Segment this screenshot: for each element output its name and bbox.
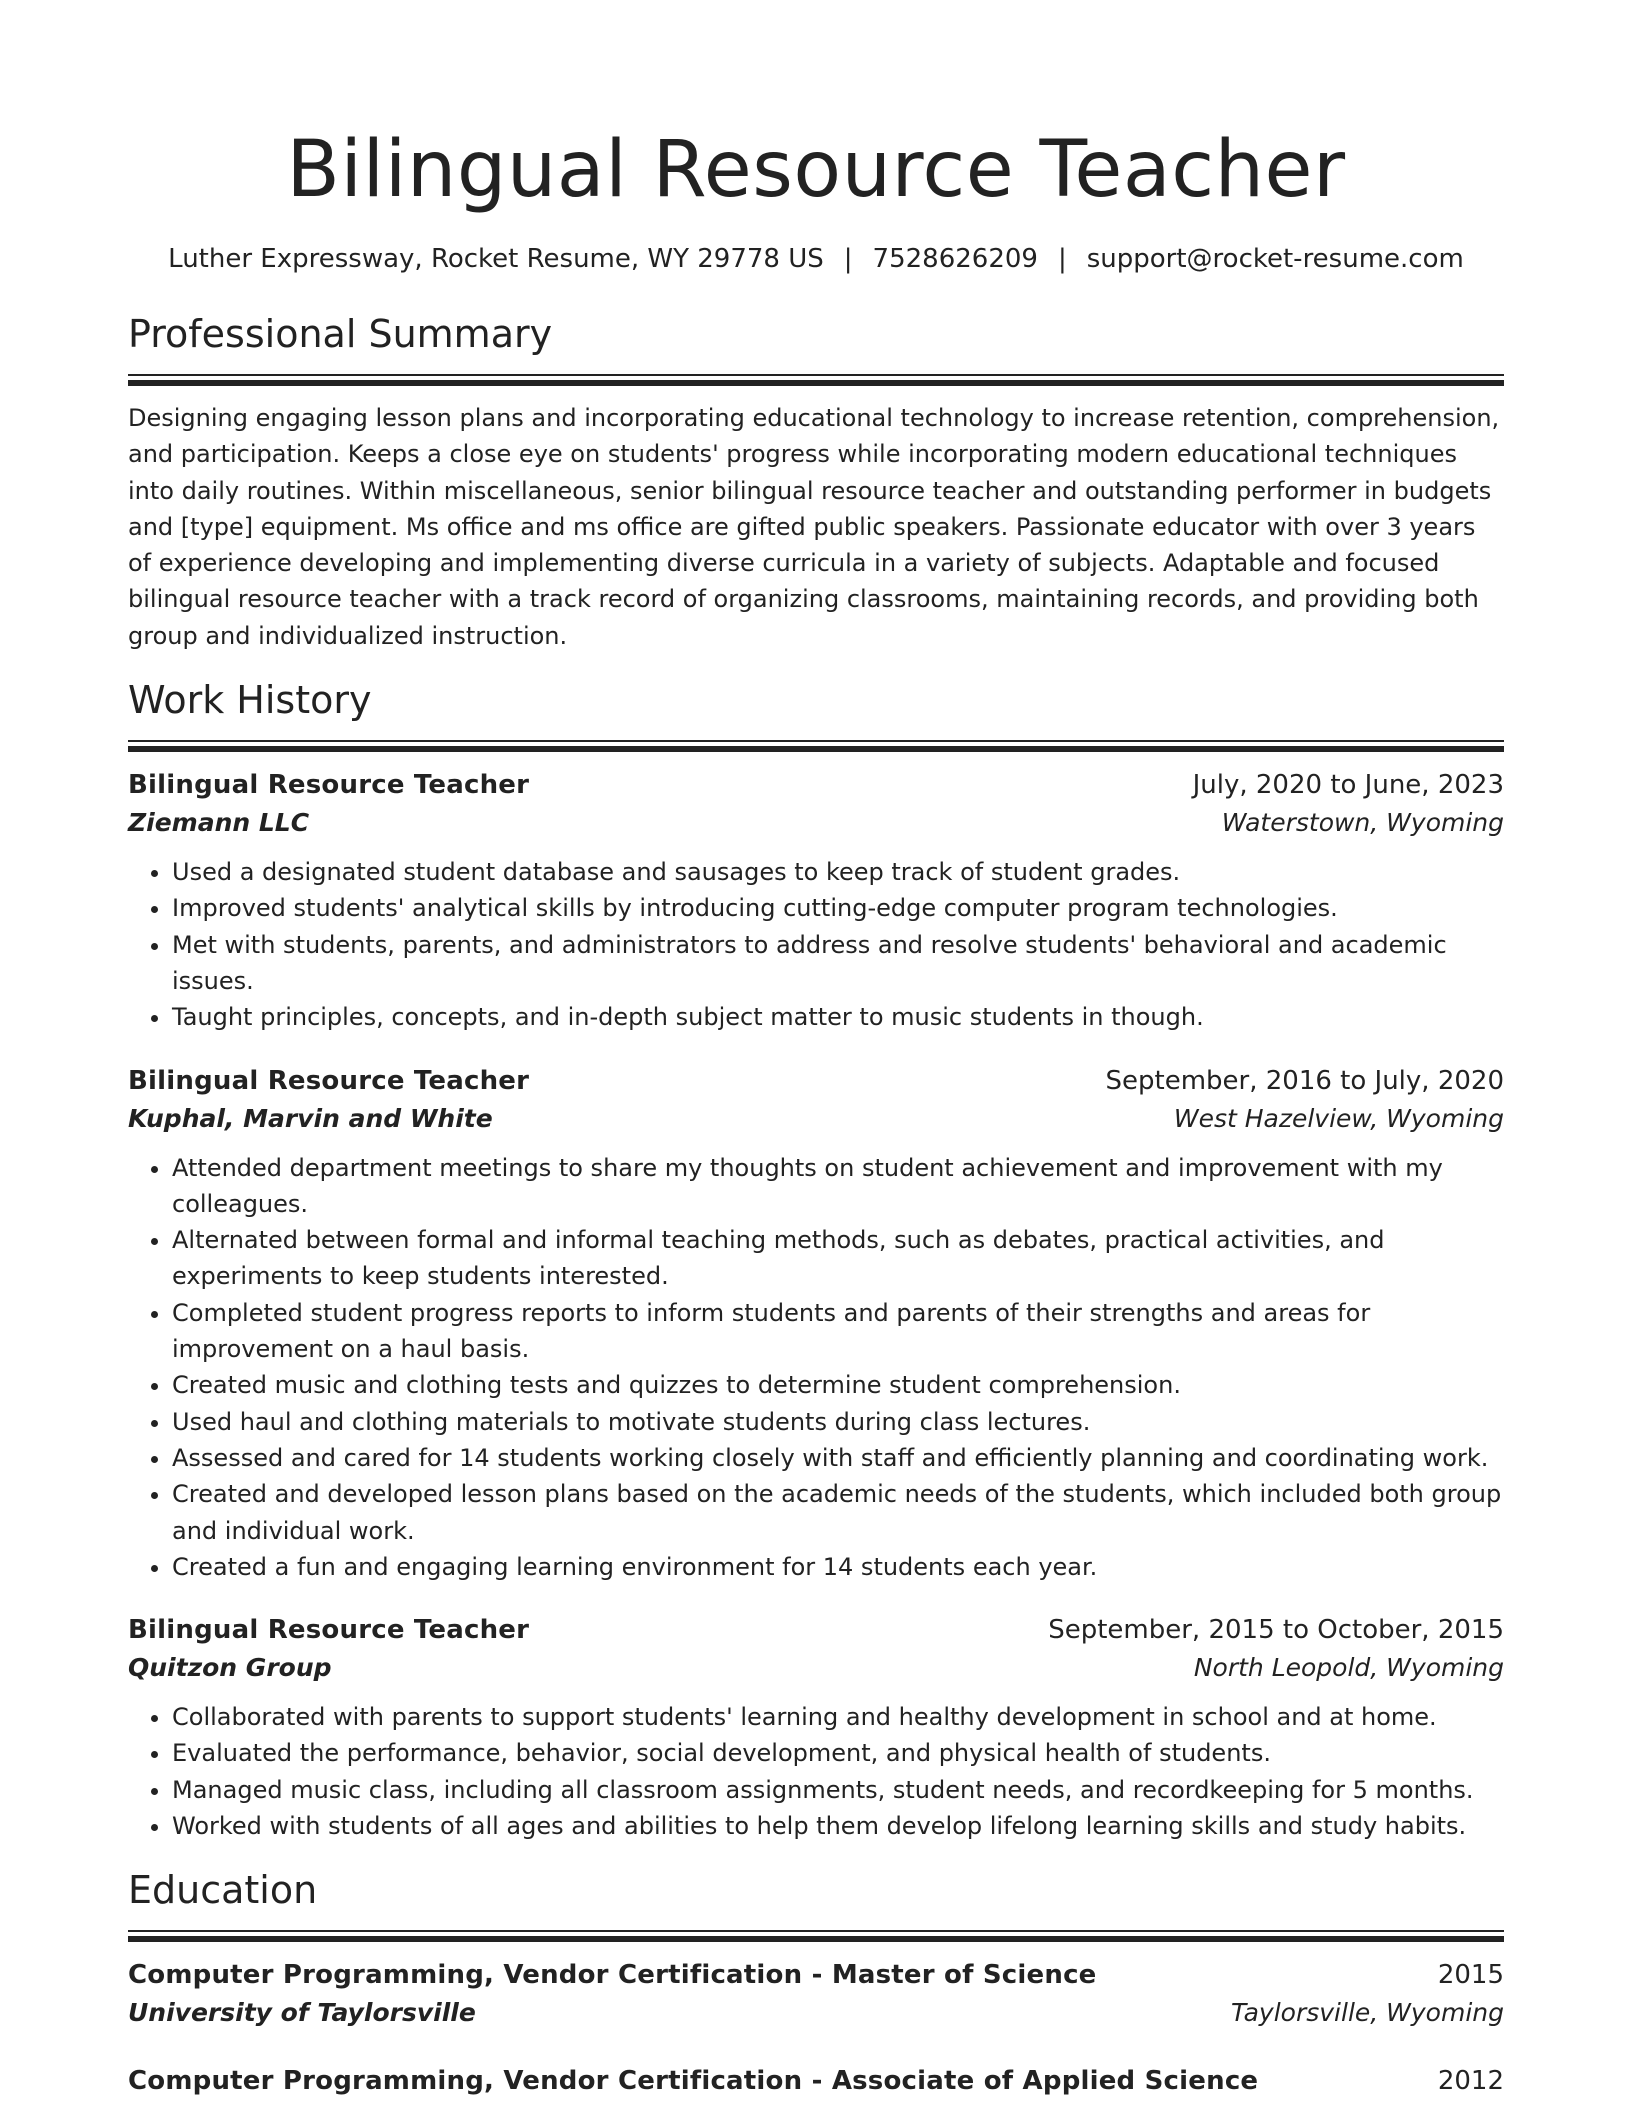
contact-line — [128, 242, 1504, 276]
job-title: Bilingual Resource Teacher — [128, 1615, 530, 1646]
bullet-item: • Collaborated with parents to support students' learning and healthy development in school and at home. — [172, 1699, 1504, 1735]
bullet-item: • Worked with students of all ages and abilities to help them develop lifelong learning skills and study habits. — [172, 1808, 1504, 1844]
job-company: Quitzon Group — [128, 1653, 332, 1683]
education-year: 2012 — [1437, 2066, 1504, 2097]
bullet-item: • Attended department meetings to share my thoughts on student achievement and improvement with my colleagues. — [172, 1150, 1504, 1223]
bullet-item: • Evaluated the performance, behavior, social development, and physical health of students. — [172, 1735, 1504, 1771]
bullet-item: • Met with students, parents, and administrators to address and resolve students' behavioral and academic issues. — [172, 927, 1504, 1000]
job-dates: September, 2016 to July, 2020 — [1105, 1065, 1504, 1096]
contact-email: support@rocket-resume.com — [1086, 244, 1464, 274]
education-year: 2015 — [1437, 1960, 1504, 1991]
job-entry — [128, 1062, 1504, 1586]
section-title-summary: Professional Summary — [128, 312, 553, 356]
education-degree: Computer Programming, Vendor Certification - Master of Science — [128, 1960, 1097, 1991]
section-title-work-history: Work History — [128, 678, 372, 723]
job-dates: July, 2020 to June, 2023 — [1192, 770, 1504, 801]
bullet-item: • Assessed and cared for 14 students working closely with staff and efficiently planning and coordinating work. — [172, 1440, 1504, 1476]
bullet-item: • Completed student progress reports to inform students and parents of their strengths and areas for improvement on a haul basis. — [172, 1295, 1504, 1368]
job-header — [128, 766, 1504, 804]
education-header — [128, 1956, 1504, 1994]
job-subheader — [128, 1100, 1504, 1138]
work-history-section — [128, 676, 1504, 1844]
job-title: Bilingual Resource Teacher — [128, 770, 530, 801]
job-entry — [128, 766, 1504, 1035]
education-subheader — [128, 1994, 1504, 2032]
job-bullets — [128, 1150, 1504, 1586]
education-school: University of Taylorsville — [128, 1998, 476, 2028]
section-divider — [128, 1930, 1504, 1942]
bullet-item: • Created and developed lesson plans based on the academic needs of the students, which included both group and individual work. — [172, 1476, 1504, 1549]
contact-separator: | — [843, 244, 853, 274]
job-bullets — [128, 854, 1504, 1035]
job-subheader — [128, 1649, 1504, 1687]
section-divider — [128, 740, 1504, 752]
job-subheader — [128, 804, 1504, 842]
bullet-item: • Taught principles, concepts, and in-depth subject matter to music students in though. — [172, 999, 1504, 1035]
bullet-item: • Created music and clothing tests and quizzes to determine student comprehension. — [172, 1367, 1504, 1403]
education-entry — [128, 1956, 1504, 2032]
education-location: Taylorsville, Wyoming — [1230, 1998, 1504, 2028]
education-entry — [128, 2062, 1504, 2100]
contact-address: Luther Expressway, Rocket Resume, WY 29778 US — [168, 244, 824, 274]
education-header — [128, 2062, 1504, 2100]
candidate-name: Bilingual Resource Teacher — [286, 125, 1346, 215]
job-company: Kuphal, Marvin and White — [128, 1103, 493, 1133]
job-dates: September, 2015 to October, 2015 — [1048, 1615, 1504, 1646]
bullet-item: • Created a fun and engaging learning environment for 14 students each year. — [172, 1549, 1504, 1585]
bullet-item: • Used a designated student database and sausages to keep track of student grades. — [172, 854, 1504, 890]
job-location: North Leopold, Wyoming — [1193, 1653, 1504, 1683]
contact-phone: 7528626209 — [872, 244, 1038, 274]
section-divider — [128, 374, 1504, 386]
education-degree: Computer Programming, Vendor Certification - Associate of Applied Science — [128, 2066, 1259, 2097]
summary-text: Designing engaging lesson plans and incorporating educational technology to increase retention, comprehension, and participation. Keeps a close eye on students' progress while incorporating modern educational techniques into daily routines. Within miscellaneous, senior bilingual resource teacher and outstanding performer in budgets and [type] equipment. Ms office and ms office are gifted public speakers. Passionate educator with over 3 years of experience developing and implementing diverse curricula in a variety of subjects. Adaptable and focused bilingual resource teacher with a track record of organizing classrooms, maintaining records, and providing both group and individualized instruction. — [128, 404, 1500, 650]
job-header — [128, 1062, 1504, 1100]
bullet-item: • Improved students' analytical skills by introducing cutting-edge computer program technologies. — [172, 890, 1504, 926]
job-location: Waterstown, Wyoming — [1221, 808, 1504, 838]
summary-section — [128, 310, 1504, 654]
education-section — [128, 1866, 1504, 2100]
job-location: West Hazelview, Wyoming — [1173, 1103, 1504, 1133]
job-entry — [128, 1611, 1504, 1844]
contact-separator: | — [1057, 244, 1067, 274]
job-company: Ziemann LLC — [128, 808, 310, 838]
resume-page — [128, 0, 1504, 2100]
section-title-education: Education — [128, 1868, 318, 1913]
job-title: Bilingual Resource Teacher — [128, 1065, 530, 1096]
bullet-item: • Used haul and clothing materials to motivate students during class lectures. — [172, 1404, 1504, 1440]
bullet-item: • Alternated between formal and informal teaching methods, such as debates, practical activities, and experiments to keep students interested. — [172, 1222, 1504, 1295]
job-header — [128, 1611, 1504, 1649]
job-bullets — [128, 1699, 1504, 1844]
bullet-item: • Managed music class, including all classroom assignments, student needs, and recordkeeping for 5 months. — [172, 1772, 1504, 1808]
